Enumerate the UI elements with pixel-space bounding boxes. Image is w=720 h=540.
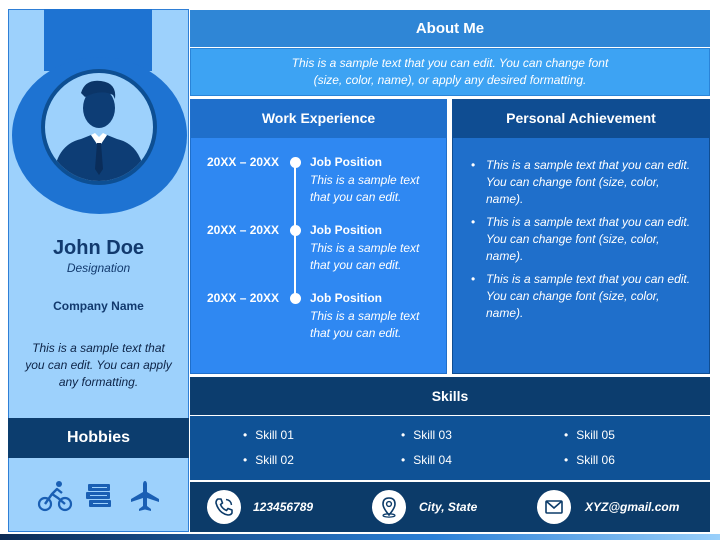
job-description: This is a sample text that you can edit. [310, 173, 420, 204]
timeline-dot [290, 157, 301, 168]
books-icon [83, 478, 119, 514]
job-position: Job Position [310, 223, 382, 237]
designation: Designation [66, 261, 131, 275]
person-silhouette-icon [45, 73, 153, 181]
location-text: City, State [419, 500, 478, 514]
job-date: 20XX – 20XX [207, 291, 280, 305]
about-me-text [190, 48, 710, 96]
skills-header: Skills [190, 377, 710, 415]
achievement-item: • This is a sample text that you can edit. You can change font (size, color, name). [470, 157, 700, 208]
skill-item: • Skill 02 [243, 453, 294, 467]
phone-icon [207, 490, 241, 524]
phone-number: 123456789 [253, 500, 314, 514]
work-experience-header: Work Experience [190, 99, 447, 138]
about-me-paragraph: This is a sample text that you can edit. You can change font (size, color, name), or apply any desired formatting. [291, 56, 609, 87]
timeline-dot [290, 225, 301, 236]
job-date: 20XX – 20XX [207, 223, 280, 237]
location-pin-icon [372, 490, 406, 524]
achievement-item: • This is a sample text that you can edit. You can change font (size, color, name). [470, 271, 700, 322]
achievement-list [470, 157, 700, 328]
cycling-icon [37, 478, 73, 514]
skill-item: • Skill 04 [401, 453, 452, 467]
timeline-dot [290, 293, 301, 304]
job-description: This is a sample text that you can edit. [310, 309, 420, 340]
skill-item: • Skill 01 [243, 428, 294, 442]
email-icon [537, 490, 571, 524]
skills-panel [190, 416, 710, 480]
profile-bio: This is a sample text that you can edit. You can apply any formatting. [25, 341, 172, 389]
skill-item: • Skill 06 [564, 453, 615, 467]
job-description: This is a sample text that you can edit. [310, 241, 420, 272]
airplane-icon [127, 478, 163, 514]
job-date: 20XX – 20XX [207, 155, 280, 169]
bottom-accent-strip [0, 534, 720, 540]
personal-achievement-header: Personal Achievement [452, 99, 710, 138]
hobbies-header: Hobbies [8, 418, 189, 458]
email-address: XYZ@gmail.com [585, 500, 680, 514]
person-name: John Doe [52, 237, 145, 259]
skill-item: • Skill 05 [564, 428, 615, 442]
job-position: Job Position [310, 291, 382, 305]
job-position: Job Position [310, 155, 382, 169]
avatar [45, 73, 153, 181]
skill-item: • Skill 03 [401, 428, 452, 442]
about-me-header: About Me [190, 10, 710, 47]
achievement-item: • This is a sample text that you can edit. You can change font (size, color, name). [470, 214, 700, 265]
company-name: Company Name [53, 299, 144, 313]
